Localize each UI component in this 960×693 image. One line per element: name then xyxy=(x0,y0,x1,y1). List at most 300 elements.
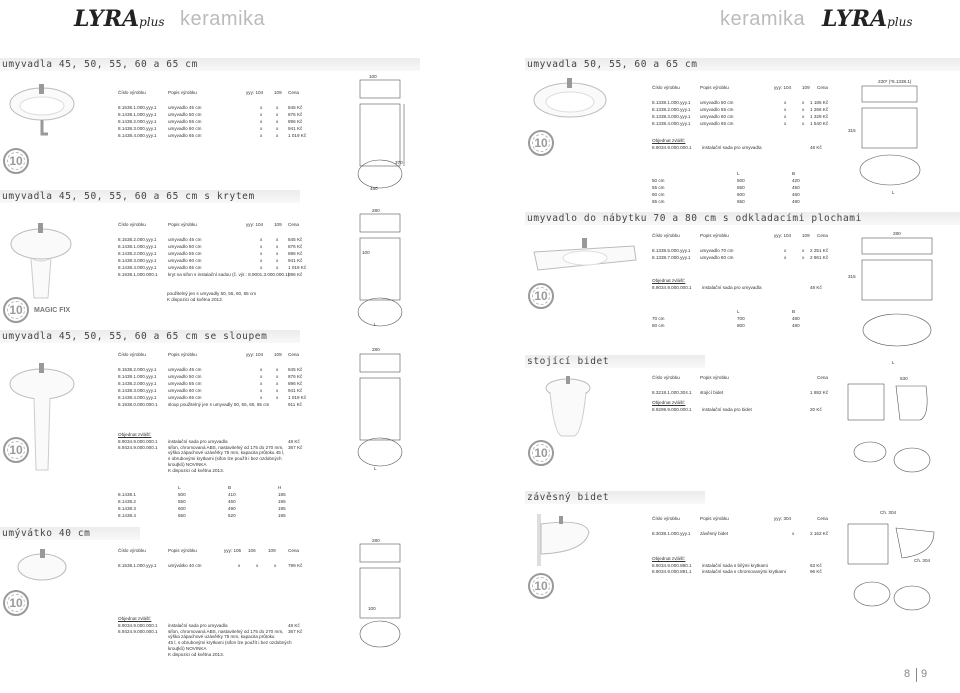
table-header xyxy=(652,516,827,523)
table-cell: x xyxy=(260,395,263,400)
table-cell: 8.1438.4.000.yyy.1 xyxy=(118,395,157,400)
category-title-right: keramika xyxy=(720,8,806,30)
dim-label: 370 xyxy=(395,160,403,165)
table-cell: umyvadlo 55 cm xyxy=(168,381,202,386)
table-note: použitelný jen s umyvadly 50, 55, 60, 65 cm K dispozici od května 2013. xyxy=(167,291,257,302)
wall-bidet-image xyxy=(535,510,595,570)
dim-label: L xyxy=(374,322,377,327)
table-cell: 1 882 Kč xyxy=(810,390,829,395)
table-cell: umývátko 40 cm xyxy=(168,563,202,568)
warranty-badge: 10 xyxy=(528,130,554,156)
table-cell: x xyxy=(260,126,263,131)
order-code: 8.9034.9.000.000.1 xyxy=(118,623,158,628)
table-cell: umyvadlo 50 cm xyxy=(700,100,734,105)
table-header xyxy=(652,233,827,240)
table-cell: umyvadlo 60 cm xyxy=(168,126,202,131)
table-cell: x xyxy=(276,105,279,110)
table-cell: x xyxy=(274,563,277,568)
dim-cell: 195 xyxy=(278,499,286,504)
table-cell: 1 329 Kč xyxy=(810,114,829,119)
warranty-badge: 10 xyxy=(528,283,554,309)
table-cell: 8.1438.4.000.yyy.1 xyxy=(118,133,157,138)
table-header-cell: Popis výrobku xyxy=(700,233,729,238)
table-cell: x xyxy=(276,244,279,249)
table-header-cell: Číslo výrobku xyxy=(652,375,680,380)
table-cell: x xyxy=(260,381,263,386)
dim-cell: 55 cm xyxy=(652,185,665,190)
table-cell: 876 Kč xyxy=(288,112,303,117)
table-cell: 896 Kč xyxy=(288,119,303,124)
order-price: 96 Kč xyxy=(810,569,822,574)
order-code: 8.9034.9.000.000.1 xyxy=(652,145,692,150)
table-cell: x xyxy=(260,258,263,263)
order-extra: K dispozici od května 2013. xyxy=(168,652,224,657)
table-cell: x xyxy=(802,107,805,112)
table-cell: 8.1438.1.000.yyy.1 xyxy=(118,112,157,117)
table-cell: 8.1438.3.000.yyy.1 xyxy=(118,258,157,263)
table-cell: 2 251 Kč xyxy=(810,248,829,253)
table-cell: 896 Kč xyxy=(288,251,303,256)
table-cell: 845 Kč xyxy=(288,367,303,372)
dim-cell: 185 xyxy=(278,492,286,497)
section-title: závěsný bidet xyxy=(527,492,610,503)
order-desc: instalační sada pro umyvadla xyxy=(702,285,762,290)
order-price: 48 Kč xyxy=(288,623,300,628)
dim-cell: 480 xyxy=(792,316,800,321)
dim-cell: 650 xyxy=(737,199,745,204)
dim-label: 280 xyxy=(372,208,380,213)
table-cell: 876 Kč xyxy=(288,374,303,379)
order-price: 48 Kč xyxy=(810,145,822,150)
order-extra: krouţků) NOVINKA xyxy=(168,646,207,651)
brand-logo-right: LYRAplus xyxy=(822,6,913,32)
table-cell: 876 Kč xyxy=(288,244,303,249)
technical-drawing xyxy=(352,538,422,658)
table-cell: 1 266 Kč xyxy=(810,107,829,112)
table-cell: x xyxy=(784,248,787,253)
table-header xyxy=(118,90,328,97)
dim-cell: 65 cm xyxy=(652,199,665,204)
warranty-badge: 10 xyxy=(528,573,554,599)
section-title: umyvadla 45, 50, 55, 60 a 65 cm se sloupem xyxy=(2,331,268,342)
section-title: umyvadlo do nábytku 70 a 80 cm s odkladacími plochami xyxy=(527,213,862,224)
table-cell: umyvadlo 65 cm xyxy=(168,133,202,138)
basin-product-image xyxy=(6,76,78,144)
dim-cell: 8.1438.3 xyxy=(118,506,136,511)
order-code: 8.9424.9.000.000.1 xyxy=(118,445,158,450)
table-cell: x xyxy=(260,251,263,256)
table-cell: umyvadlo 45 cm xyxy=(168,237,202,242)
price-table xyxy=(652,516,827,552)
dim-cell: 8.1438.2 xyxy=(118,499,136,504)
table-header-cell: Cena xyxy=(817,233,828,238)
order-desc: instalační sada pro umyvadla xyxy=(168,439,228,444)
table-cell: x xyxy=(260,112,263,117)
table-cell: umyvadlo 45 cm xyxy=(168,105,202,110)
dim-head-cell: L xyxy=(737,171,740,176)
table-header-cell: Popis výrobku xyxy=(700,85,729,90)
order-label: Objednat zvlášť: xyxy=(652,138,686,143)
table-cell: x xyxy=(276,258,279,263)
table-cell: x xyxy=(784,107,787,112)
dim-cell: 50 cm xyxy=(652,178,665,183)
warranty-badge: 10 xyxy=(528,440,554,466)
table-cell: 1 019 Kč xyxy=(288,265,307,270)
table-cell: umyvadlo 60 cm xyxy=(168,258,202,263)
table-cell: 2 162 Kč xyxy=(810,531,829,536)
order-label: Objednat zvlášť: xyxy=(652,278,686,283)
section-title: umývátko 40 cm xyxy=(2,528,91,539)
table-header-cell: Popis výrobku xyxy=(168,90,197,95)
dim-cell: 195 xyxy=(278,506,286,511)
table-header-cell: Cena xyxy=(817,516,828,521)
table-cell: 845 Kč xyxy=(288,105,303,110)
table-cell: x xyxy=(260,119,263,124)
order-price: 367 Kč xyxy=(288,629,303,634)
table-header-cell: yyy: 104 xyxy=(246,352,264,357)
table-header xyxy=(652,375,827,382)
table-cell: umyvadlo 65 cm xyxy=(700,121,734,126)
table-header-cell: 109 xyxy=(802,233,810,238)
table-cell: 941 Kč xyxy=(288,258,303,263)
dim-cell: 450 xyxy=(792,185,800,190)
table-cell: umyvadlo 55 cm xyxy=(168,119,202,124)
table-header-cell: 106 xyxy=(248,548,256,553)
page-divider xyxy=(916,668,917,682)
dim-label: L xyxy=(374,466,377,471)
table-cell: x xyxy=(260,388,263,393)
dim-label: 315 xyxy=(848,274,856,279)
section-title: umyvadla 50, 55, 60 a 65 cm xyxy=(527,59,698,70)
table-cell: umyvadlo 60 cm xyxy=(700,114,734,119)
warranty-badge: 10 xyxy=(3,590,29,616)
table-cell: 8.1938.0.000.000.1 xyxy=(118,402,158,407)
table-header-cell: Cena xyxy=(288,222,299,227)
order-extra: výška zápachové uzávěrky 75 mm, kapacita průtoku xyxy=(168,634,275,639)
technical-drawing xyxy=(842,78,942,188)
table-cell: závěsný bidet xyxy=(700,531,729,536)
order-desc: instalační sada s chromovanými krytkami xyxy=(702,569,786,574)
table-header xyxy=(118,222,328,229)
table-header-cell: yyy: 104 xyxy=(246,222,264,227)
order-extra: 45 l, s obrubovými krytkami (sifon lze použít i bez ozdobných xyxy=(168,640,292,645)
table-cell: 8.1438.1.000.yyy.1 xyxy=(118,374,157,379)
table-cell: x xyxy=(784,100,787,105)
order-separately xyxy=(118,616,328,664)
table-cell: x xyxy=(260,367,263,372)
dim-head-cell: B xyxy=(792,171,796,176)
table-cell: 8.1438.1.000.yyy.1 xyxy=(118,244,157,249)
dim-label: L xyxy=(892,190,895,195)
table-header-cell: Číslo výrobku xyxy=(652,233,680,238)
table-cell: x xyxy=(276,374,279,379)
table-cell: umyvadlo 50 cm xyxy=(168,244,202,249)
price-table xyxy=(118,90,328,160)
dim-label: 100 xyxy=(369,74,377,79)
table-header-cell: yyy: 304 xyxy=(774,516,792,521)
table-header-cell: 109 xyxy=(268,548,276,553)
dim-head-cell: B xyxy=(228,485,232,490)
table-cell: 8.3218.1.000.304.1 xyxy=(652,390,692,395)
table-cell: 941 Kč xyxy=(288,126,303,131)
table-header-cell: Číslo výrobku xyxy=(652,85,680,90)
table-cell: x xyxy=(260,105,263,110)
order-desc: sifon, chromovaná ABS, nastavitelný od 175 do 270 mm, xyxy=(168,445,284,450)
table-cell: 8.1338.2.000.yyy.1 xyxy=(652,107,691,112)
dim-label: 315 xyxy=(848,128,856,133)
table-cell: x xyxy=(276,367,279,372)
dim-cell: 410 xyxy=(228,492,236,497)
dim-label: Ch. 304 xyxy=(880,510,897,515)
table-cell: 2 861 Kč xyxy=(810,255,829,260)
table-cell: 1 185 Kč xyxy=(810,100,829,105)
basin-with-cover-image xyxy=(6,218,76,308)
order-label: Objednat zvlášť: xyxy=(118,616,152,621)
price-table xyxy=(652,233,827,263)
table-cell: umyvadlo 50 cm xyxy=(168,112,202,117)
dim-cell: 70 cm xyxy=(652,316,665,321)
dim-label: 450 xyxy=(370,186,378,191)
table-cell: 8.1338.1.000.yyy.1 xyxy=(652,100,691,105)
table-header-cell: yyy: 105 xyxy=(224,548,242,553)
dim-cell: 600 xyxy=(178,506,186,511)
table-header xyxy=(118,352,328,359)
table-cell: x xyxy=(276,133,279,138)
dim-cell: 520 xyxy=(228,513,236,518)
table-header-cell: yyy: 104 xyxy=(774,233,792,238)
dim-cell: 450 xyxy=(228,499,236,504)
order-separately xyxy=(652,138,827,156)
order-desc: instalační sada pro bidet xyxy=(702,407,752,412)
dim-cell: 80 cm xyxy=(652,323,665,328)
table-header-cell: 109 xyxy=(274,222,282,227)
dim-cell: 420 xyxy=(792,178,800,183)
dim-label: 100 xyxy=(362,250,370,255)
bidet-image xyxy=(540,374,596,440)
table-cell: 8.1338.5.000.yyy.1 xyxy=(652,248,691,253)
order-code: 8.9034.9.000.890.1 xyxy=(652,563,692,568)
dim-cell: 60 cm xyxy=(652,192,665,197)
order-code: 8.9424.9.000.000.1 xyxy=(118,629,158,634)
order-label: Objednat zvlášť: xyxy=(118,432,152,437)
price-table xyxy=(652,375,827,395)
dim-cell: 480 xyxy=(792,199,800,204)
dim-cell: 8.1438.4 xyxy=(118,513,136,518)
table-cell: x xyxy=(276,251,279,256)
table-cell: x xyxy=(784,255,787,260)
dimension-table xyxy=(118,484,318,524)
table-cell: 8.1338.3.000.yyy.1 xyxy=(652,114,691,119)
table-cell: x xyxy=(792,531,795,536)
order-separately xyxy=(652,400,827,416)
order-desc: instalační sada s bílými krytkami xyxy=(702,563,768,568)
table-header-cell: Číslo výrobku xyxy=(118,222,146,227)
table-cell: 8.1938.1.000.000.1 xyxy=(118,272,158,277)
table-cell: 896 Kč xyxy=(288,272,303,277)
basin-product-image xyxy=(530,74,610,124)
dim-label: L xyxy=(892,360,895,365)
page-number-left: 8 xyxy=(904,668,911,680)
dim-cell: 500 xyxy=(178,492,186,497)
technical-drawing xyxy=(842,514,942,624)
warranty-badge: 10 xyxy=(3,437,29,463)
order-desc: instalační sada pro umyvadla xyxy=(168,623,228,628)
order-desc: sifon, chromovaná ABS, nastavitelný od 175 do 270 mm, xyxy=(168,629,284,634)
table-header-cell: Číslo výrobku xyxy=(652,516,680,521)
price-table xyxy=(118,548,328,576)
magic-fix-logo: MAGIC FIX xyxy=(34,307,71,314)
table-header-cell: Cena xyxy=(288,352,299,357)
dimension-table xyxy=(652,308,827,336)
table-cell: 8.1438.2.000.yyy.1 xyxy=(118,381,157,386)
table-cell: x xyxy=(276,119,279,124)
table-cell: umyvadlo 65 cm xyxy=(168,395,202,400)
table-cell: 8.1438.4.000.yyy.1 xyxy=(118,265,157,270)
table-header-cell: Cena xyxy=(288,90,299,95)
brand-logo-left: LYRAplus xyxy=(74,6,165,32)
table-cell: 845 Kč xyxy=(288,237,303,242)
technical-drawing xyxy=(842,376,942,484)
dim-head-cell: L xyxy=(737,309,740,314)
table-header-cell: Číslo výrobku xyxy=(118,548,146,553)
table-header-cell: Popis výrobku xyxy=(700,516,729,521)
table-cell: 8.3038.1.000.yyy.1 xyxy=(652,531,691,536)
table-cell: 941 Kč xyxy=(288,388,303,393)
table-cell: x xyxy=(276,265,279,270)
order-extra: K dispozici od května 2013. xyxy=(168,468,224,473)
order-code: 8.9034.9.000.000.1 xyxy=(652,285,692,290)
table-cell: x xyxy=(260,244,263,249)
table-header-cell: yyy: 104 xyxy=(246,90,264,95)
dim-label: 280 xyxy=(372,538,380,543)
order-code: 8.9034.9.000.000.1 xyxy=(118,439,158,444)
order-label: Objednat zvlášť: xyxy=(652,556,686,561)
table-cell: stojící bidet xyxy=(700,390,724,395)
table-cell: x xyxy=(238,563,241,568)
order-extra: výška zápachové uzávěrky 75 mm, kapacita průtoku 45 l, xyxy=(168,450,285,455)
table-cell: x xyxy=(802,114,805,119)
table-cell: x xyxy=(260,374,263,379)
table-header xyxy=(118,548,328,555)
technical-drawing xyxy=(352,74,422,194)
dim-cell: 490 xyxy=(228,506,236,511)
technical-drawing xyxy=(352,208,422,328)
dim-head-cell: B xyxy=(792,309,796,314)
table-header-cell: Číslo výrobku xyxy=(118,352,146,357)
table-cell: x xyxy=(260,265,263,270)
table-header-cell: yyy: 104 xyxy=(774,85,792,90)
table-cell: x xyxy=(260,133,263,138)
table-header-cell: Popis výrobku xyxy=(168,548,197,553)
table-cell: umyvadlo 65 cm xyxy=(168,265,202,270)
table-cell: x xyxy=(276,112,279,117)
table-cell: 8.1538.2.000.yyy.1 xyxy=(118,237,157,242)
table-cell: umyvadlo 55 cm xyxy=(700,107,734,112)
order-separately xyxy=(652,278,827,296)
table-cell: x xyxy=(784,114,787,119)
dim-label: Ch. 304 xyxy=(914,558,931,563)
warranty-badge: 10 xyxy=(3,297,29,323)
dim-cell: 500 xyxy=(737,178,745,183)
table-header-cell: 109 xyxy=(274,352,282,357)
table-cell: 1 019 Kč xyxy=(288,395,307,400)
technical-drawing xyxy=(842,230,942,360)
section-title: umyvadla 45, 50, 55, 60 a 65 cm s krytem xyxy=(2,191,255,202)
table-header-cell: 109 xyxy=(274,90,282,95)
table-header-cell: Cena xyxy=(288,548,299,553)
order-price: 48 Kč xyxy=(810,285,822,290)
table-cell: 8.1338.4.000.yyy.1 xyxy=(652,121,691,126)
order-code: 8.9299.9.000.000.1 xyxy=(652,407,692,412)
table-cell: x xyxy=(276,395,279,400)
dimension-table xyxy=(652,170,827,210)
technical-drawing xyxy=(352,348,422,468)
warranty-badge: 10 xyxy=(3,148,29,174)
dim-cell: 800 xyxy=(737,323,745,328)
table-header-cell: Cena xyxy=(817,85,828,90)
order-price: 367 Kč xyxy=(288,445,303,450)
table-cell: kryt na sifon s instalační sadou (č. výr.: 8.9001.3.000.000.1) xyxy=(168,272,290,277)
order-separately xyxy=(652,556,827,580)
table-cell: umyvadlo 50 cm xyxy=(168,374,202,379)
table-header-cell: Cena xyxy=(817,375,828,380)
category-title-left: keramika xyxy=(180,8,266,30)
table-header-cell: 109 xyxy=(802,85,810,90)
furniture-basin-image xyxy=(530,232,640,280)
table-cell: sloup použitelný jen s umyvadly 50, 55, 60, 65 cm xyxy=(168,402,270,407)
table-header xyxy=(652,85,827,92)
dim-label: 530 xyxy=(900,376,908,381)
table-cell: 8.1438.2.000.yyy.1 xyxy=(118,119,157,124)
dim-label: 280 xyxy=(893,231,901,236)
dim-label: 280 xyxy=(372,347,380,352)
table-cell: 8.1438.2.000.yyy.1 xyxy=(118,251,157,256)
table-cell: umyvadlo 55 cm xyxy=(168,251,202,256)
dim-cell: 460 xyxy=(792,192,800,197)
table-cell: x xyxy=(802,100,805,105)
dim-cell: 195 xyxy=(278,513,286,518)
dim-cell: 650 xyxy=(178,513,186,518)
table-cell: x xyxy=(256,563,259,568)
dim-head-cell: H xyxy=(278,485,282,490)
order-desc: instalační sada pro umyvadla xyxy=(702,145,762,150)
table-cell: 1 019 Kč xyxy=(288,133,307,138)
page-number-right: 9 xyxy=(921,668,928,680)
table-cell: umyvadlo 45 cm xyxy=(168,367,202,372)
price-table xyxy=(652,85,827,135)
section-title: umyvadla 45, 50, 55, 60 a 65 cm xyxy=(2,59,198,70)
dim-label: 100 xyxy=(368,606,376,611)
dim-head-cell: L xyxy=(178,485,181,490)
order-code: 8.9034.9.000.891.1 xyxy=(652,569,692,574)
dim-cell: 550 xyxy=(737,185,745,190)
order-extra: krouţků) NOVINKA xyxy=(168,462,207,467)
table-cell: umyvadlo 80 cm xyxy=(700,255,734,260)
order-separately xyxy=(118,432,328,480)
table-cell: 8.1438.3.000.yyy.1 xyxy=(118,126,157,131)
table-cell: x xyxy=(276,381,279,386)
dim-label: 230* (*8.1338.1) xyxy=(878,79,912,84)
table-cell: 911 Kč xyxy=(288,402,302,407)
table-cell: x xyxy=(260,237,263,242)
dim-cell: 480 xyxy=(792,323,800,328)
order-price: 20 Kč xyxy=(810,407,822,412)
table-cell: 8.1438.3.000.yyy.1 xyxy=(118,388,157,393)
order-extra: s obrubovými krytkami (sifon lze použít i bez ozdobných xyxy=(168,456,282,461)
price-table xyxy=(118,352,328,422)
table-cell: 799 Kč xyxy=(288,563,303,568)
table-cell: 896 Kč xyxy=(288,381,303,386)
